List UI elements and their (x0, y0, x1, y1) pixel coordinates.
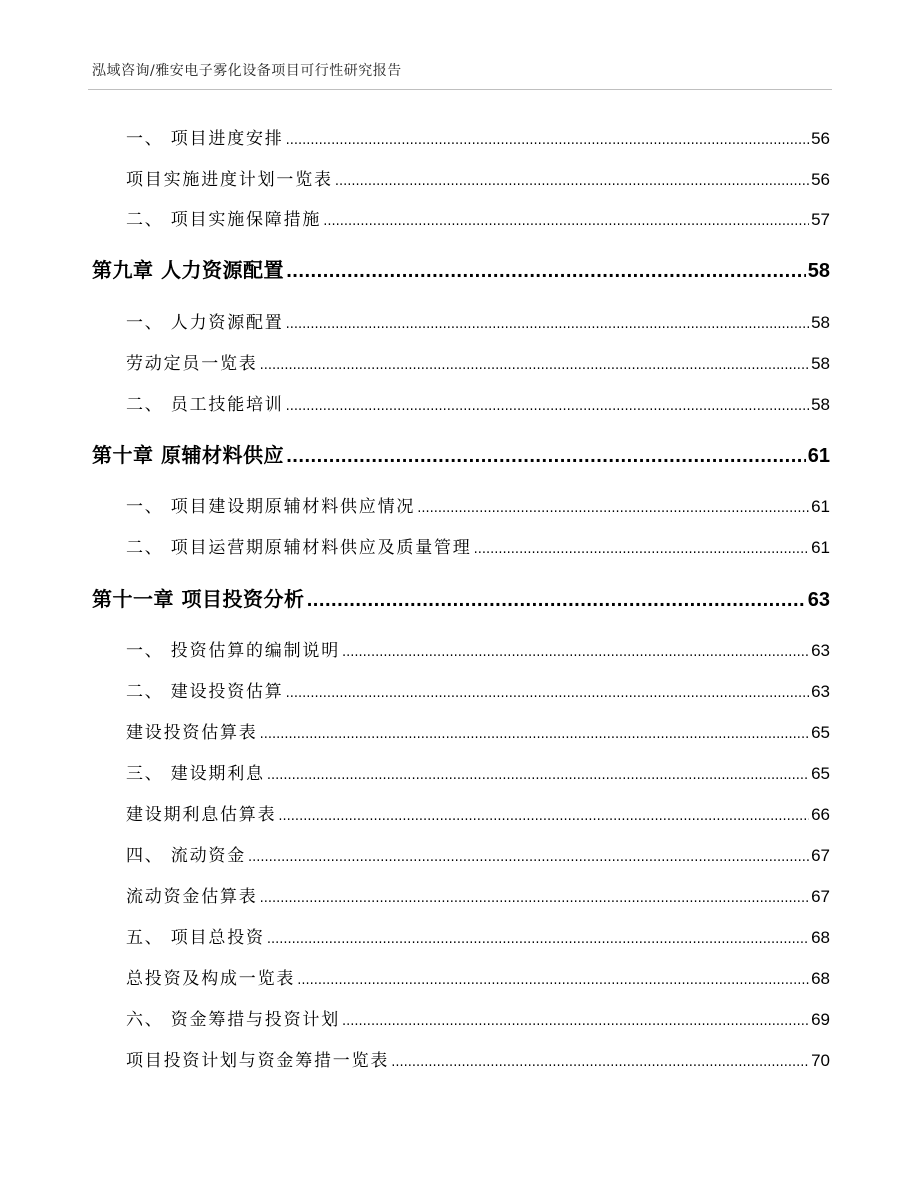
toc-entry-page: 70 (811, 1051, 830, 1070)
toc-dot-leader (286, 686, 809, 701)
toc-entry-title: 建设投资估算表 (126, 723, 258, 743)
toc-entry[interactable] (126, 677, 830, 702)
toc-entry[interactable] (126, 124, 830, 149)
toc-dot-leader (306, 591, 805, 610)
toc-entry[interactable] (126, 390, 830, 415)
toc-dot-leader (286, 133, 809, 148)
toc-entry-page: 61 (811, 538, 830, 557)
toc-entry[interactable] (126, 165, 830, 190)
toc-entry-page: 56 (811, 170, 830, 189)
toc-entry-title: 一、 项目建设期原辅材料供应情况 (126, 497, 416, 517)
toc-dot-leader (267, 932, 809, 947)
toc-entry[interactable] (126, 841, 830, 866)
toc-dot-leader (286, 317, 809, 332)
toc-chapter-page: 63 (807, 589, 830, 611)
toc-entry-page: 63 (811, 641, 830, 660)
toc-entry-title: 三、 建设期利息 (126, 764, 265, 784)
toc-dot-leader (260, 358, 809, 373)
toc-entry-title: 六、 资金筹措与投资计划 (126, 1010, 341, 1030)
toc-entry[interactable] (126, 923, 830, 948)
toc-dot-leader (323, 214, 809, 229)
toc-entry[interactable] (126, 205, 830, 230)
toc-dot-leader (391, 1055, 809, 1070)
toc-entry-title: 五、 项目总投资 (126, 928, 265, 948)
toc-entry[interactable] (126, 308, 830, 333)
toc-entry-title: 流动资金估算表 (126, 887, 258, 907)
toc-entry-title: 项目投资计划与资金筹措一览表 (126, 1051, 390, 1071)
toc-chapter-title: 第十一章 项目投资分析 (92, 587, 305, 611)
toc-dot-leader (278, 809, 809, 824)
toc-entry[interactable] (126, 492, 830, 517)
toc-entry-title: 二、 建设投资估算 (126, 682, 284, 702)
toc-dot-leader (342, 1014, 809, 1029)
toc-entry-page: 58 (811, 313, 830, 332)
toc-dot-leader (260, 727, 809, 742)
toc-entry-title: 项目实施进度计划一览表 (126, 170, 333, 190)
toc-entry[interactable] (126, 759, 830, 784)
toc-chapter-entry[interactable] (92, 254, 830, 283)
toc-entry-title: 二、 员工技能培训 (126, 395, 284, 415)
toc-entry-title: 一、 人力资源配置 (126, 313, 284, 333)
toc-dot-leader (267, 768, 809, 783)
toc-dot-leader (248, 850, 809, 865)
toc-entry-title: 二、 项目实施保障措施 (126, 210, 322, 230)
toc-dot-leader (297, 973, 809, 988)
toc-dot-leader (335, 174, 809, 189)
toc-entry-page: 63 (811, 682, 830, 701)
toc-entry-title: 四、 流动资金 (126, 846, 247, 866)
toc-chapter-page: 61 (807, 445, 830, 467)
toc-entry-page: 58 (811, 354, 830, 373)
toc-dot-leader (286, 399, 809, 414)
toc-entry-page: 67 (811, 846, 830, 865)
toc-dot-leader (417, 501, 809, 516)
toc-entry-title: 总投资及构成一览表 (126, 969, 296, 989)
toc-entry-page: 68 (811, 969, 830, 988)
toc-entry[interactable] (126, 1046, 830, 1071)
toc-entry[interactable] (126, 1005, 830, 1030)
toc-entry-page: 65 (811, 723, 830, 742)
toc-dot-leader (342, 645, 809, 660)
toc-entry-title: 一、 投资估算的编制说明 (126, 641, 341, 661)
toc-chapter-title: 第十章 原辅材料供应 (92, 443, 284, 467)
toc-entry-page: 61 (811, 497, 830, 516)
toc-chapter-title: 第九章 人力资源配置 (92, 258, 284, 282)
toc-entry[interactable] (126, 636, 830, 661)
toc-dot-leader (286, 447, 806, 466)
toc-chapter-entry[interactable] (92, 439, 830, 468)
toc-entry[interactable] (126, 533, 830, 558)
toc-entry[interactable] (126, 882, 830, 907)
toc-entry-page: 68 (811, 928, 830, 947)
toc-chapter-page: 58 (807, 260, 830, 282)
toc-entry-page: 66 (811, 805, 830, 824)
toc-chapter-entry[interactable] (92, 583, 830, 612)
toc-entry-page: 67 (811, 887, 830, 906)
toc-entry-page: 56 (811, 129, 830, 148)
toc-entry[interactable] (126, 964, 830, 989)
toc-dot-leader (260, 891, 809, 906)
toc-entry-page: 69 (811, 1010, 830, 1029)
toc-entry[interactable] (126, 349, 830, 374)
toc-entry-page: 65 (811, 764, 830, 783)
toc-entry-page: 57 (811, 210, 830, 229)
toc-entry[interactable] (126, 800, 830, 825)
toc-entry-title: 一、 项目进度安排 (126, 129, 284, 149)
toc-entry-title: 二、 项目运营期原辅材料供应及质量管理 (126, 538, 472, 558)
page-header: 泓域咨询/雅安电子雾化设备项目可行性研究报告 (92, 63, 402, 79)
toc-entry-title: 劳动定员一览表 (126, 354, 258, 374)
toc-entry-page: 58 (811, 395, 830, 414)
toc-dot-leader (286, 262, 806, 281)
toc-entry[interactable] (126, 718, 830, 743)
toc-dot-leader (474, 542, 809, 557)
toc-entry-title: 建设期利息估算表 (126, 805, 277, 825)
